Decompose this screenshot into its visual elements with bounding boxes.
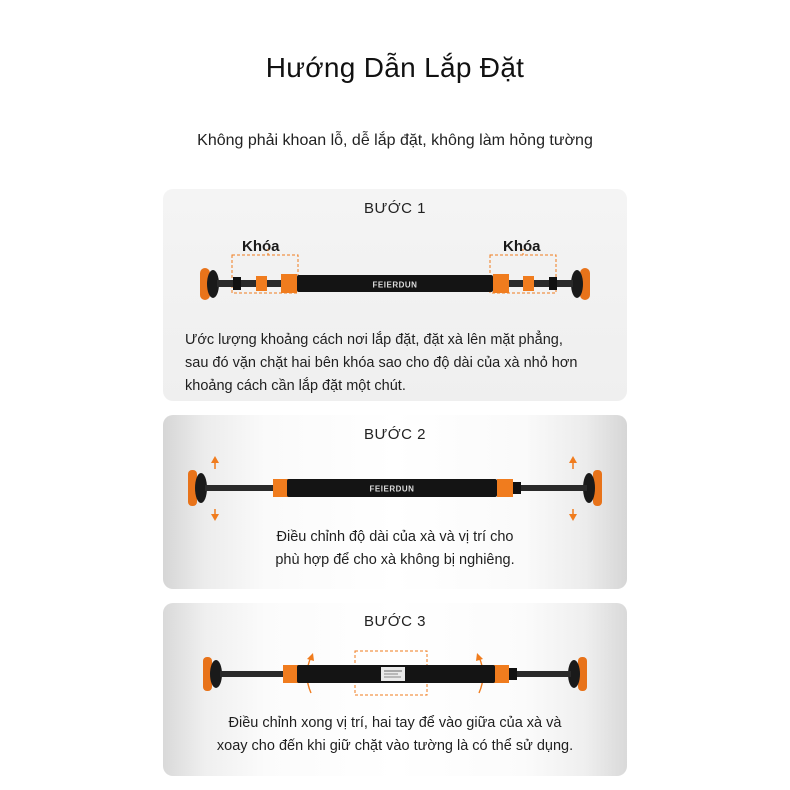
step-3-line-1: Điều chỉnh xong vị trí, hai tay để vào giữa của xà và: [228, 715, 562, 731]
step-2-line-2: phù hợp để cho xà không bị nghiêng.: [275, 552, 515, 568]
lock-label-right: Khóa: [503, 238, 541, 255]
step-1-line-2: sau đó vặn chặt hai bên khóa sao cho độ dài của xà nhỏ hơn: [185, 355, 578, 371]
step-1-line-3: khoảng cách cần lắp đặt một chút.: [185, 378, 406, 394]
step-1-label: BƯỚC 1: [363, 200, 427, 217]
pull-up-bar-illustration: [163, 643, 627, 703]
down-arrow-icon: [211, 509, 219, 521]
step-2-card: [163, 415, 627, 589]
step-1-card: [163, 189, 627, 401]
step-3-description: [163, 712, 627, 758]
step-3-line-2: xoay cho đến khi giữ chặt vào tường là có thể sử dụng.: [216, 738, 574, 754]
step-3-label: BƯỚC 3: [363, 613, 427, 630]
brand-logo: FEIERDUN: [372, 280, 418, 290]
page-subtitle: Không phải khoan lỗ, dễ lắp đặt, không làm hỏng tường: [197, 132, 593, 149]
pull-up-bar-illustration: [163, 249, 627, 309]
brand-logo: FEIERDUN: [369, 484, 415, 494]
page-title: Hướng Dẫn Lắp Đặt: [265, 52, 525, 83]
pull-up-bar-illustration: [163, 453, 627, 523]
step-3-card: [163, 603, 627, 776]
step-1-line-1: Ước lượng khoảng cách nơi lắp đặt, đặt xà lên mặt phẳng,: [185, 332, 563, 348]
step-2-label: BƯỚC 2: [363, 426, 427, 443]
step-2-line-1: Điều chỉnh độ dài của xà và vị trí cho: [276, 529, 514, 545]
lock-label-left: Khóa: [242, 238, 280, 255]
step-2-description: [163, 526, 627, 572]
step-1-description: [185, 329, 615, 398]
down-arrow-icon: [569, 509, 577, 521]
up-arrow-icon: [211, 456, 219, 469]
up-arrow-icon: [569, 456, 577, 469]
